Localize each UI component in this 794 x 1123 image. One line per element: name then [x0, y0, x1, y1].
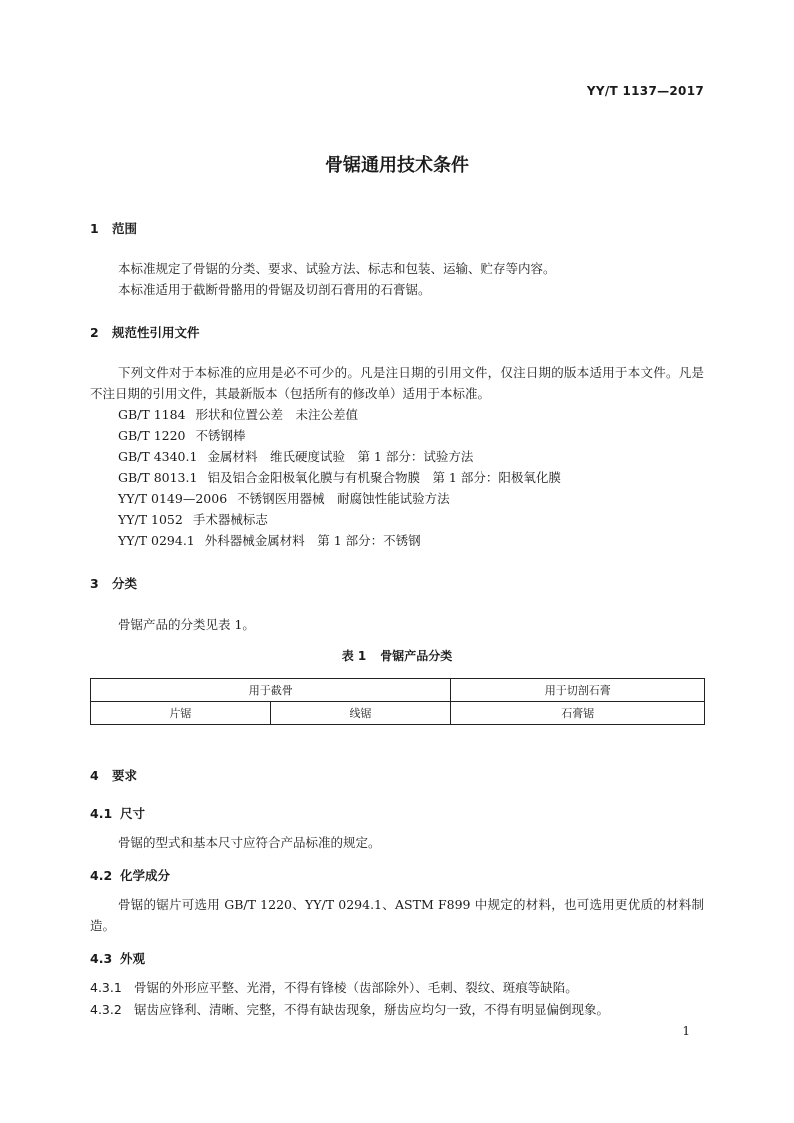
section-title: 分类: [112, 576, 138, 591]
reference-item: [118, 425, 561, 446]
reference-title: 不锈钢棒: [195, 428, 246, 443]
normative-reference-list: [118, 404, 561, 551]
reference-code: YY/T 1052: [118, 512, 183, 527]
clause-item: [90, 999, 609, 1020]
section-number: 4: [90, 768, 99, 783]
table-header-row: [91, 679, 705, 702]
section-4-2-heading: [90, 866, 170, 884]
table-header-cell: 用于切剖石膏: [451, 679, 705, 702]
table-title: 骨锯产品分类: [380, 649, 453, 663]
reference-code: YY/T 0294.1: [118, 533, 195, 548]
section-4-1-heading: [90, 804, 145, 822]
section-title: 要求: [112, 768, 138, 783]
reference-code: GB/T 8013.1: [118, 470, 198, 485]
section-number: 1: [90, 221, 99, 236]
clause-text: 骨锯的外形应平整、光滑，不得有锋棱（齿部除外）、毛刺、裂纹、斑痕等缺陷。: [134, 980, 578, 995]
paragraph: 骨锯的锯片可选用 GB/T 1220、YY/T 0294.1、ASTM F899 中规定的材料，也可选用更优质的材料制造。: [90, 897, 704, 933]
section-number: 4.3: [90, 951, 113, 966]
reference-item: [118, 446, 561, 467]
standard-number: YY/T 1137—2017: [586, 84, 704, 98]
paragraph: 本标准规定了骨锯的分类、要求、试验方法、标志和包装、运输、贮存等内容。: [118, 261, 556, 276]
section-number: 4.1: [90, 806, 113, 821]
paragraph: 骨锯产品的分类见表 1。: [118, 617, 255, 632]
reference-title: 形状和位置公差 未注公差值: [195, 407, 359, 422]
table-cell: 片锯: [91, 702, 271, 725]
section-title: 范围: [112, 221, 138, 236]
reference-item: [118, 404, 561, 425]
paragraph: 骨锯的型式和基本尺寸应符合产品标准的规定。: [118, 835, 381, 850]
reference-code: GB/T 1220: [118, 428, 186, 443]
reference-item: [118, 488, 561, 509]
section-title: 尺寸: [120, 806, 146, 821]
table-number: 表 1: [341, 649, 367, 663]
table-header-cell: 用于截骨: [91, 679, 451, 702]
classification-table: [90, 678, 705, 725]
reference-item: [118, 509, 561, 530]
table-cell: 石膏锯: [451, 702, 705, 725]
section-1-heading: [90, 219, 137, 237]
section-title: 化学成分: [120, 868, 171, 883]
page-number: 1: [682, 1024, 690, 1038]
paragraph: 下列文件对于本标准的应用是必不可少的。凡是注日期的引用文件，仅注日期的版本适用于本文件。凡是不注日期的引用文件，其最新版本（包括所有的修改单）适用于本标准。: [90, 365, 704, 401]
clause-number: 4.3.1: [90, 980, 122, 995]
reference-title: 金属材料 维氏硬度试验 第 1 部分：试验方法: [207, 449, 474, 464]
table-cell: 线锯: [270, 702, 451, 725]
section-4-3-heading: [90, 949, 145, 967]
reference-item: [118, 530, 561, 551]
section-title: 规范性引用文件: [112, 325, 200, 340]
paragraph: 本标准适用于截断骨骼用的骨锯及切剖石膏用的石膏锯。: [118, 282, 431, 297]
clause-number: 4.3.2: [90, 1002, 122, 1017]
reference-code: GB/T 4340.1: [118, 449, 198, 464]
table-caption: [0, 647, 794, 664]
clause-text: 锯齿应锋利、清晰、完整，不得有缺齿现象，掰齿应均匀一致，不得有明显偏倒现象。: [134, 1002, 610, 1017]
section-title: 外观: [120, 951, 146, 966]
section-2-heading: [90, 323, 200, 341]
section-number: 4.2: [90, 868, 113, 883]
table-row: [91, 702, 705, 725]
section-4-heading: [90, 766, 137, 784]
reference-code: YY/T 0149—2006: [118, 491, 228, 506]
clause-item: [90, 977, 578, 998]
reference-title: 外科器械金属材料 第 1 部分：不锈钢: [204, 533, 421, 548]
section-number: 2: [90, 325, 99, 340]
section-number: 3: [90, 576, 99, 591]
reference-title: 铝及铝合金阳极氧化膜与有机聚合物膜 第 1 部分：阳极氧化膜: [207, 470, 561, 485]
reference-item: [118, 467, 561, 488]
reference-code: GB/T 1184: [118, 407, 186, 422]
section-3-heading: [90, 574, 137, 592]
reference-title: 手术器械标志: [192, 512, 268, 527]
reference-title: 不锈钢医用器械 耐腐蚀性能试验方法: [237, 491, 450, 506]
document-title: 骨锯通用技术条件: [325, 155, 469, 176]
